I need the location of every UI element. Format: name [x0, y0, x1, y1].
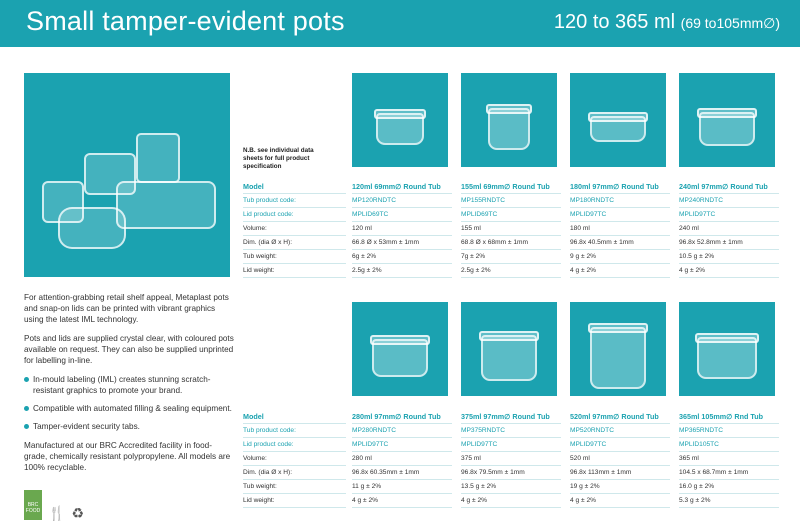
spec-label: Dim. (dia Ø x H): [243, 466, 346, 480]
spec-label: Tub weight: [243, 480, 346, 494]
spec-tub-code: MP120RNDTC [352, 194, 452, 208]
product-spec-column [679, 410, 779, 508]
food-safe-icon: 🍴 [48, 505, 66, 521]
spec-label-column [243, 180, 346, 278]
spec-label: Lid weight: [243, 264, 346, 278]
spec-label: Volume: [243, 452, 346, 466]
tub-illustration [372, 339, 428, 377]
intro-text [24, 292, 234, 481]
spec-volume: 180 ml [570, 222, 670, 236]
spec-label: Tub product code: [243, 194, 346, 208]
spec-model: 240ml 97mm∅ Round Tub [679, 180, 779, 194]
spec-model: 280ml 97mm∅ Round Tub [352, 410, 452, 424]
photo-pot-tall [136, 133, 180, 183]
brc-food-logo: BRC FOOD [24, 490, 42, 520]
spec-dim: 96.8x 79.5mm ± 1mm [461, 466, 561, 480]
tub-illustration [481, 335, 537, 381]
spec-tub-weight: 11 g ± 2% [352, 480, 452, 494]
product-photo [461, 73, 557, 167]
spec-lid-weight: 4 g ± 2% [570, 494, 670, 508]
spec-lid-weight: 4 g ± 2% [461, 494, 561, 508]
spec-label: Model [243, 180, 346, 194]
spec-tub-weight: 9 g ± 2% [570, 250, 670, 264]
photo-pot-round [58, 207, 126, 249]
product-photo [352, 302, 448, 396]
page-title: Small tamper-evident pots [26, 6, 345, 36]
tub-illustration [697, 337, 757, 379]
spec-tub-code: MP180RNDTC [570, 194, 670, 208]
product-spec-column [570, 410, 670, 508]
spec-dim: 104.5 x 68.7mm ± 1mm [679, 466, 779, 480]
spec-label: Volume: [243, 222, 346, 236]
feature-item: In-mould labeling (IML) creates stunning scratch-resistant graphics to promote your brand. [24, 374, 234, 396]
photo-pot-rect [116, 181, 216, 229]
spec-tub-weight: 7g ± 2% [461, 250, 561, 264]
spec-model: 120ml 69mm∅ Round Tub [352, 180, 452, 194]
tub-illustration [376, 113, 424, 145]
spec-tub-code: MP365RNDTC [679, 424, 779, 438]
spec-lid-weight: 2.5g ± 2% [461, 264, 561, 278]
feature-item: Tamper-evident security tabs. [24, 421, 234, 432]
product-photo [570, 302, 666, 396]
spec-dim: 96.8x 52.8mm ± 1mm [679, 236, 779, 250]
spec-tub-code: MP280RNDTC [352, 424, 452, 438]
intro-paragraph: Manufactured at our BRC Accredited facility in food-grade, chemically resistant polypropylene. All models are 100% recyclable. [24, 441, 231, 472]
recycle-icon: ♻ [71, 505, 84, 521]
spec-volume: 240 ml [679, 222, 779, 236]
spec-lid-weight: 5.3 g ± 2% [679, 494, 779, 508]
spec-label: Dim. (dia Ø x H): [243, 236, 346, 250]
volume-range [554, 11, 780, 34]
product-spec-column [679, 180, 779, 278]
intro-paragraph: For attention-grabbing retail shelf appeal, Metaplast pots and snap-on lids can be printed with vibrant graphics using the latest IML technology. [24, 293, 229, 324]
spec-model: 155ml 69mm∅ Round Tub [461, 180, 561, 194]
spec-model: 365ml 105mm∅ Rnd Tub [679, 410, 779, 424]
spec-volume: 155 ml [461, 222, 561, 236]
product-spec-column [352, 180, 452, 278]
spec-tub-weight: 6g ± 2% [352, 250, 452, 264]
spec-lid-code: MPLID69TC [352, 208, 452, 222]
spec-dim: 96.8x 113mm ± 1mm [570, 466, 670, 480]
spec-tub-weight: 16.0 g ± 2% [679, 480, 779, 494]
spec-volume: 120 ml [352, 222, 452, 236]
spec-tub-weight: 13.5 g ± 2% [461, 480, 561, 494]
product-photo [461, 302, 557, 396]
hero-product-photo [24, 73, 230, 277]
spec-lid-code: MPLID97TC [570, 208, 670, 222]
spec-lid-code: MPLID105TC [679, 438, 779, 452]
spec-volume: 520 ml [570, 452, 670, 466]
spec-lid-weight: 4 g ± 2% [352, 494, 452, 508]
spec-label: Lid product code: [243, 208, 346, 222]
feature-item: Compatible with automated filling & sealing equipment. [24, 403, 234, 414]
spec-tub-code: MP240RNDTC [679, 194, 779, 208]
product-photo [352, 73, 448, 167]
product-spec-column [570, 180, 670, 278]
spec-model: 180ml 97mm∅ Round Tub [570, 180, 670, 194]
diameter-range: (69 to105mm∅) [680, 15, 780, 31]
spec-model: 375ml 97mm∅ Round Tub [461, 410, 561, 424]
spec-tub-code: MP520RNDTC [570, 424, 670, 438]
spec-lid-weight: 4 g ± 2% [679, 264, 779, 278]
product-spec-column [461, 410, 561, 508]
spec-lid-weight: 2.5g ± 2% [352, 264, 452, 278]
spec-label: Tub product code: [243, 424, 346, 438]
spec-tub-code: MP375RNDTC [461, 424, 561, 438]
spec-dim: 66.8 Ø x 53mm ± 1mm [352, 236, 452, 250]
spec-label: Lid weight: [243, 494, 346, 508]
spec-label: Lid product code: [243, 438, 346, 452]
spec-volume: 365 ml [679, 452, 779, 466]
spec-lid-code: MPLID97TC [679, 208, 779, 222]
spec-volume: 280 ml [352, 452, 452, 466]
header-banner [0, 0, 800, 47]
spec-tub-weight: 19 g ± 2% [570, 480, 670, 494]
tub-illustration [488, 108, 530, 150]
spec-dim: 96.8x 60.35mm ± 1mm [352, 466, 452, 480]
spec-note: N.B. see individual data sheets for full product specification [243, 147, 314, 170]
product-spec-column [461, 180, 561, 278]
certification-logos [24, 490, 84, 520]
spec-model: 520ml 97mm∅ Round Tub [570, 410, 670, 424]
spec-label: Model [243, 410, 346, 424]
tub-illustration [699, 112, 755, 146]
spec-lid-code: MPLID97TC [352, 438, 452, 452]
spec-tub-code: MP155RNDTC [461, 194, 561, 208]
tub-illustration [590, 116, 646, 142]
spec-dim: 68.8 Ø x 68mm ± 1mm [461, 236, 561, 250]
product-photo [570, 73, 666, 167]
spec-lid-weight: 4 g ± 2% [570, 264, 670, 278]
feature-list [24, 374, 234, 432]
spec-volume: 375 ml [461, 452, 561, 466]
product-photo [679, 73, 775, 167]
spec-tub-weight: 10.5 g ± 2% [679, 250, 779, 264]
product-photo [679, 302, 775, 396]
volume-range-main: 120 to 365 ml [553, 11, 676, 33]
spec-lid-code: MPLID97TC [570, 438, 670, 452]
spec-lid-code: MPLID97TC [461, 438, 561, 452]
tub-illustration [590, 327, 646, 389]
spec-label: Tub weight: [243, 250, 346, 264]
spec-label-column [243, 410, 346, 508]
product-spec-column [352, 410, 452, 508]
intro-paragraph: Pots and lids are supplied crystal clear, with coloured pots available on request. They can also be supplied unprinted for labelling in-line. [24, 334, 234, 365]
spec-dim: 96.8x 40.5mm ± 1mm [570, 236, 670, 250]
spec-lid-code: MPLID69TC [461, 208, 561, 222]
